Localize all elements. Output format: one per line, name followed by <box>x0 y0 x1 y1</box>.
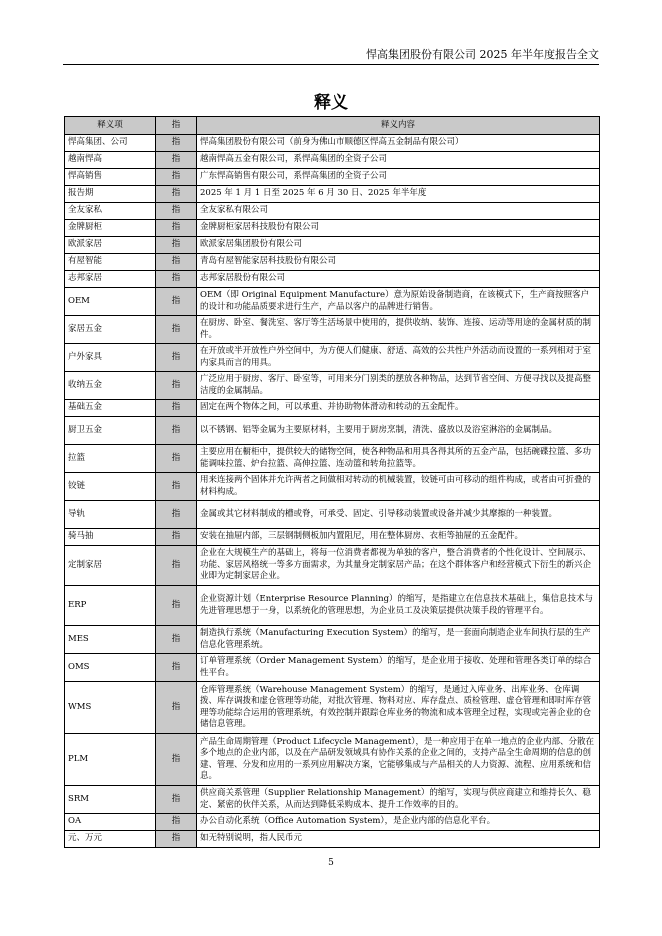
term-cell: OEM <box>65 288 156 316</box>
definition-cell: 2025 年 1 月 1 日至 2025 年 6 月 30 日、2025 年半年度 <box>197 186 600 203</box>
table-row <box>65 152 600 169</box>
definition-cell: OEM（即 Original Equipment Manufacture）意为原始设备制造商，在该模式下，生产商按照客户的设计和功能品质要求进行生产，产品以客户的品牌进行销售。 <box>197 288 600 316</box>
definition-cell: 企业资源计划（Enterprise Resource Planning）的缩写，是指建立在信息技术基础上，集信息技术与先进管理思想于一身，以系统化的管理思想，为企业员工及决策层提供决策手段的管理平台。 <box>197 586 600 626</box>
table-row <box>65 654 600 682</box>
definition-cell: 办公自动化系统（Office Automation System），是企业内部的信息化平台。 <box>197 814 600 831</box>
term-cell: 有屋智能 <box>65 254 156 271</box>
table-row <box>65 344 600 372</box>
page-header: 悍高集团股份有限公司 2025 年半年度报告全文 <box>366 48 599 61</box>
separator-cell: 指 <box>156 529 197 546</box>
term-cell: 拉篮 <box>65 445 156 473</box>
separator-cell: 指 <box>156 734 197 786</box>
term-cell: 欧派家居 <box>65 237 156 254</box>
definition-cell: 制造执行系统（Manufacturing Execution System）的缩写，是一套面向制造企业车间执行层的生产信息化管理系统。 <box>197 626 600 654</box>
separator-cell: 指 <box>156 237 197 254</box>
header-definition: 释义内容 <box>197 117 600 135</box>
separator-cell: 指 <box>156 220 197 237</box>
separator-cell: 指 <box>156 254 197 271</box>
glossary-body <box>65 135 600 848</box>
term-cell: ERP <box>65 586 156 626</box>
term-cell: 金牌厨柜 <box>65 220 156 237</box>
term-cell: 报告期 <box>65 186 156 203</box>
page-title: 释义 <box>314 93 348 113</box>
term-cell: 基础五金 <box>65 400 156 417</box>
table-row <box>65 254 600 271</box>
term-cell: 家居五金 <box>65 316 156 344</box>
table-row <box>65 220 600 237</box>
table-row <box>65 546 600 586</box>
definition-cell: 悍高集团股份有限公司（前身为佛山市顺德区悍高五金制品有限公司） <box>197 135 600 152</box>
term-cell: 悍高销售 <box>65 169 156 186</box>
table-row <box>65 135 600 152</box>
separator-cell: 指 <box>156 682 197 734</box>
table-row <box>65 734 600 786</box>
definition-cell: 主要应用在橱柜中，提供较大的储物空间，使各种物品和用具各得其所的五金产品，包括碗碟拉篮、多功能调味拉篮、炉台拉篮、高伸拉篮、连动篮和转角拉篮等。 <box>197 445 600 473</box>
definition-cell: 全友家私有限公司 <box>197 203 600 220</box>
table-row <box>65 417 600 445</box>
term-cell: SRM <box>65 786 156 814</box>
term-cell: 全友家私 <box>65 203 156 220</box>
separator-cell: 指 <box>156 501 197 529</box>
table-row <box>65 271 600 288</box>
term-cell: OMS <box>65 654 156 682</box>
term-cell: WMS <box>65 682 156 734</box>
table-row <box>65 169 600 186</box>
definition-cell: 产品生命周期管理（Product Lifecycle Management），是一种应用于在单一地点的企业内部、分散在多个地点的企业内部，以及在产品研发领域具有协作关系的企业之间的，支持产品全生命周期的信息的创建、管理、分发和应用的一系列应用解决方案，它能够集成与产品相关的人力资源、流程、应用系统和信息。 <box>197 734 600 786</box>
header-separator: 指 <box>156 117 197 135</box>
term-cell: 导轨 <box>65 501 156 529</box>
term-cell: OA <box>65 814 156 831</box>
definition-cell: 用来连接两个固体并允许两者之间做相对转动的机械装置，铰链可由可移动的组件构成，或者由可折叠的材料构成。 <box>197 473 600 501</box>
term-cell: 收纳五金 <box>65 372 156 400</box>
page-number: 5 <box>328 858 334 868</box>
table-row <box>65 831 600 848</box>
definition-cell: 广东悍高销售有限公司，系悍高集团的全资子公司 <box>197 169 600 186</box>
table-row <box>65 372 600 400</box>
term-cell: 悍高集团、公司 <box>65 135 156 152</box>
table-row <box>65 529 600 546</box>
glossary-table <box>64 116 600 848</box>
separator-cell: 指 <box>156 186 197 203</box>
separator-cell: 指 <box>156 831 197 848</box>
table-header-row <box>65 117 600 135</box>
separator-cell: 指 <box>156 400 197 417</box>
definition-cell: 以不锈钢、铝等金属为主要原材料，主要用于厨房烹制，清洗、盛放以及浴室淋浴的金属制品。 <box>197 417 600 445</box>
header-divider <box>63 64 599 65</box>
definition-cell: 越南悍高五金有限公司，系悍高集团的全资子公司 <box>197 152 600 169</box>
term-cell: PLM <box>65 734 156 786</box>
table-row <box>65 203 600 220</box>
table-row <box>65 473 600 501</box>
definition-cell: 金牌厨柜家居科技股份有限公司 <box>197 220 600 237</box>
separator-cell: 指 <box>156 786 197 814</box>
definition-cell: 供应商关系管理（Supplier Relationship Management）的缩写，实现与供应商建立和维持长久、稳定、紧密的伙伴关系，从而达到降低采购成本、提升工作效率的目的。 <box>197 786 600 814</box>
table-row <box>65 288 600 316</box>
separator-cell: 指 <box>156 135 197 152</box>
table-row <box>65 814 600 831</box>
definition-cell: 欧派家居集团股份有限公司 <box>197 237 600 254</box>
table-row <box>65 400 600 417</box>
table-row <box>65 237 600 254</box>
separator-cell: 指 <box>156 417 197 445</box>
definition-cell: 在厨房、卧室、餐洗室、客厅等生活场景中使用的，提供收纳、装饰、连接、运动等用途的金属材质的制件。 <box>197 316 600 344</box>
term-cell: 越南悍高 <box>65 152 156 169</box>
definition-cell: 志邦家居股份有限公司 <box>197 271 600 288</box>
separator-cell: 指 <box>156 473 197 501</box>
separator-cell: 指 <box>156 814 197 831</box>
term-cell: 志邦家居 <box>65 271 156 288</box>
definition-cell: 仓库管理系统（Warehouse Management System）的缩写，是通过入库业务、出库业务、仓库调拨、库存调拨和虚仓管理等功能，对批次管理、物料对应、库存盘点、质检管理、虚仓管理和即时库存管理等功能综合运用的管理系统，有效控制并跟踪仓库业务的物流和成本管理全过程，实现或完善企业的仓储信息管理。 <box>197 682 600 734</box>
definition-cell: 如无特别说明，指人民币元 <box>197 831 600 848</box>
term-cell: MES <box>65 626 156 654</box>
definition-cell: 固定在两个物体之间，可以承重、并协助物体滑动和转动的五金配件。 <box>197 400 600 417</box>
definition-cell: 企业在大规模生产的基础上，将每一位消费者都视为单独的客户，整合消费者的个性化设计、空间展示、功能、家居风格统一等多方面需求，为其量身定制家居产品；在这个群体客户和经营模式下衍生的新兴企业即为定制家居企业。 <box>197 546 600 586</box>
separator-cell: 指 <box>156 546 197 586</box>
separator-cell: 指 <box>156 203 197 220</box>
separator-cell: 指 <box>156 169 197 186</box>
separator-cell: 指 <box>156 271 197 288</box>
definition-cell: 广泛应用于厨房、客厅、卧室等，可用来分门别类的摆放各种物品，达到节省空间、方便寻找以及提高整洁度的金属制品。 <box>197 372 600 400</box>
table-row <box>65 186 600 203</box>
term-cell: 铰链 <box>65 473 156 501</box>
table-row <box>65 445 600 473</box>
term-cell: 厨卫五金 <box>65 417 156 445</box>
separator-cell: 指 <box>156 344 197 372</box>
table-row <box>65 586 600 626</box>
term-cell: 骑马抽 <box>65 529 156 546</box>
term-cell: 元、万元 <box>65 831 156 848</box>
separator-cell: 指 <box>156 626 197 654</box>
table-row <box>65 501 600 529</box>
separator-cell: 指 <box>156 288 197 316</box>
table-row <box>65 626 600 654</box>
definition-cell: 订单管理系统（Order Management System）的缩写，是企业用于接收、处理和管理各类订单的综合性平台。 <box>197 654 600 682</box>
table-row <box>65 786 600 814</box>
separator-cell: 指 <box>156 372 197 400</box>
separator-cell: 指 <box>156 445 197 473</box>
header-term: 释义项 <box>65 117 156 135</box>
separator-cell: 指 <box>156 654 197 682</box>
separator-cell: 指 <box>156 316 197 344</box>
separator-cell: 指 <box>156 152 197 169</box>
definition-cell: 安装在抽屉内部，三层钢制侧板加内置阻尼，用在整体厨房、衣柜等抽屉的五金配件。 <box>197 529 600 546</box>
definition-cell: 青岛有屋智能家居科技股份有限公司 <box>197 254 600 271</box>
definition-cell: 在开放或半开放性户外空间中，为方便人们健康、舒适、高效的公共性户外活动而设置的一系列相对于室内家具而言的用具。 <box>197 344 600 372</box>
table-row <box>65 316 600 344</box>
term-cell: 户外家具 <box>65 344 156 372</box>
term-cell: 定制家居 <box>65 546 156 586</box>
separator-cell: 指 <box>156 586 197 626</box>
definition-cell: 金属或其它材料制成的槽或脊，可承受、固定、引导移动装置或设备并减少其摩擦的一种装置。 <box>197 501 600 529</box>
table-row <box>65 682 600 734</box>
